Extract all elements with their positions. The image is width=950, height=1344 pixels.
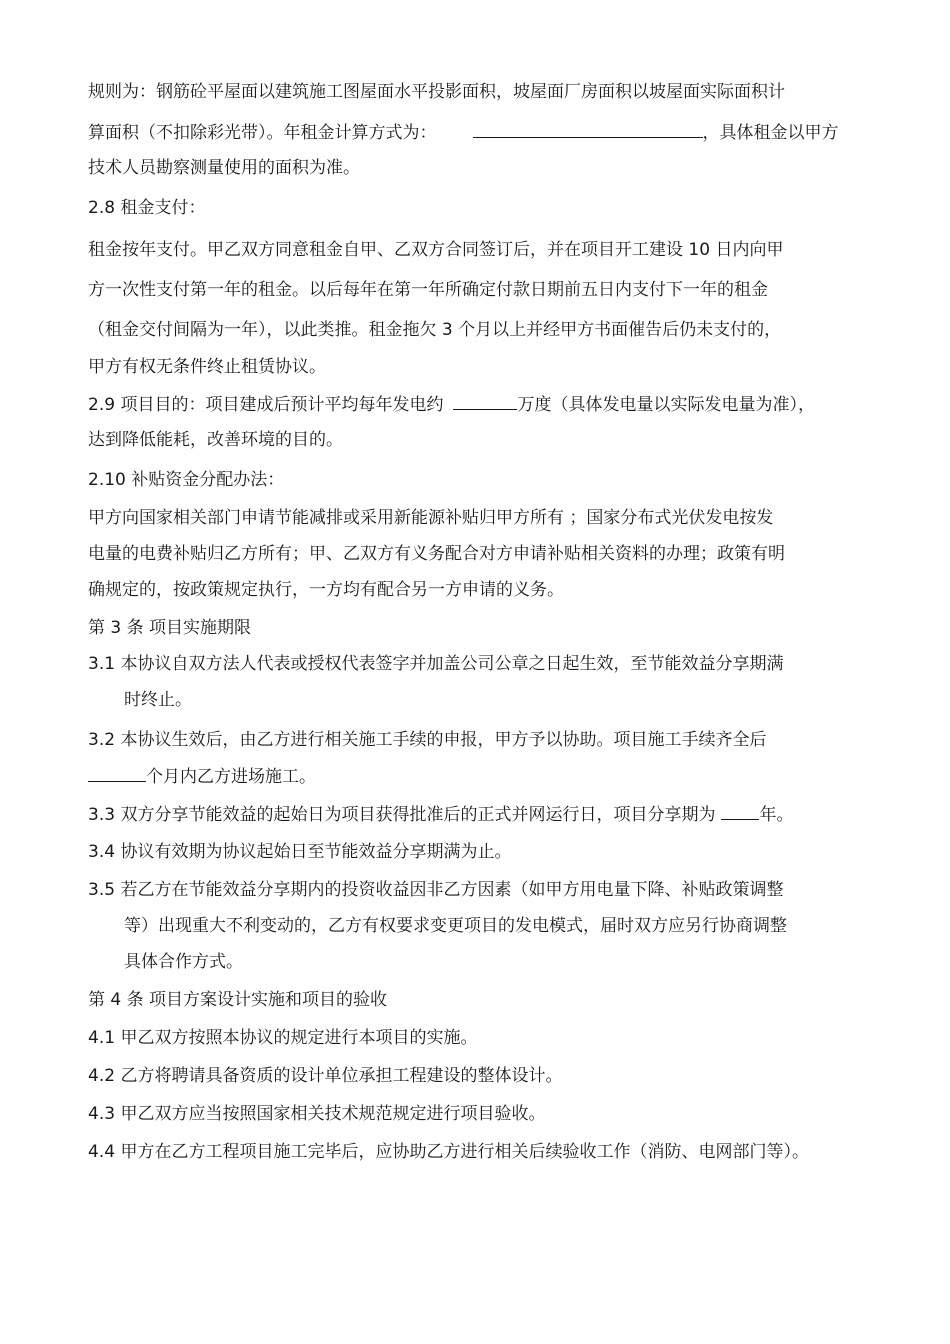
text-line: 规则为：钢筋砼平屋面以建筑施工图屋面水平投影面积，坡屋面厂房面积以坡屋面实际面积计: [88, 82, 785, 102]
text-segment: 2.9 项目目的：项目建成后预计平均每年发电约: [88, 395, 444, 415]
text-line: 4.2 乙方将聘请具备资质的设计单位承担工程建设的整体设计。: [88, 1066, 563, 1086]
text-line: 甲方有权无条件终止租赁协议。: [88, 357, 326, 377]
text-segment: ，具体租金以甲方: [702, 123, 839, 143]
text-segment: 个月内乙方进场施工。: [146, 767, 316, 787]
text-line: 4.4 甲方在乙方工程项目施工完毕后，应协助乙方进行相关后续验收工作（消防、电网部门等）。: [88, 1142, 809, 1162]
text-line: [88, 802, 793, 827]
fill-in-blank[interactable]: [473, 120, 703, 138]
text-line: 租金按年支付。甲乙双方同意租金自甲、乙双方合同签订后，并在项目开工建设 10 日内向甲: [88, 240, 784, 260]
text-line: 3.2 本协议生效后，由乙方进行相关施工手续的申报，甲方予以协助。项目施工手续齐全后: [88, 730, 767, 750]
article-heading: 第 3 条 项目实施期限: [88, 618, 252, 638]
article-heading: 第 4 条 项目方案设计实施和项目的验收: [88, 990, 388, 1010]
text-line: 3.1 本协议自双方法人代表或授权代表签字并加盖公司公章之日起生效，至节能效益分享期满: [88, 654, 784, 674]
fill-in-blank[interactable]: [88, 764, 146, 782]
text-segment: 算面积（不扣除彩光带）。年租金计算方式为：: [88, 123, 437, 143]
text-line: 技术人员勘察测量使用的面积为准。: [88, 158, 360, 178]
text-segment: 万度（具体发电量以实际发电量为准），: [517, 395, 815, 415]
text-line: 4.3 甲乙双方应当按照国家相关技术规范规定进行项目验收。: [88, 1104, 546, 1124]
text-line: 等）出现重大不利变动的，乙方有权要求变更项目的发电模式，届时双方应另行协商调整: [124, 916, 787, 936]
text-line: 3.4 协议有效期为协议起始日至节能效益分享期满为止。: [88, 842, 512, 862]
text-line: 方一次性支付第一年的租金。以后每年在第一年所确定付款日期前五日内支付下一年的租金: [88, 280, 768, 300]
text-line: [88, 764, 316, 789]
text-line: 3.5 若乙方在节能效益分享期内的投资收益因非乙方因素（如甲方用电量下降、补贴政策调整: [88, 880, 784, 900]
text-line: 甲方向国家相关部门申请节能减排或采用新能源补贴归甲方所有 ；国家分布式光伏发电按发: [88, 508, 774, 528]
text-line: 时终止。: [124, 690, 192, 710]
text-line: 确规定的，按政策规定执行，一方均有配合另一方申请的义务。: [88, 580, 564, 600]
section-heading: 2.10 补贴资金分配办法：: [88, 470, 285, 490]
fill-in-blank[interactable]: [453, 392, 517, 410]
text-line: [88, 120, 839, 145]
fill-in-blank[interactable]: [721, 802, 759, 820]
text-line: 电量的电费补贴归乙方所有；甲、乙双方有义务配合对方申请补贴相关资料的办理；政策有明: [88, 544, 785, 564]
text-segment: 3.3 双方分享节能效益的起始日为项目获得批准后的正式并网运行日，项目分享期为: [88, 805, 716, 825]
text-line: （租金交付间隔为一年），以此类推。租金拖欠 3 个月以上并经甲方书面催告后仍未支付的，: [88, 320, 782, 340]
section-heading: 2.8 租金支付：: [88, 198, 206, 218]
text-line: 达到降低能耗，改善环境的目的。: [88, 430, 343, 450]
text-line: 具体合作方式。: [124, 952, 243, 972]
text-line: 4.1 甲乙双方按照本协议的规定进行本项目的实施。: [88, 1028, 478, 1048]
text-segment: 年。: [759, 805, 794, 825]
text-line: [88, 392, 815, 417]
